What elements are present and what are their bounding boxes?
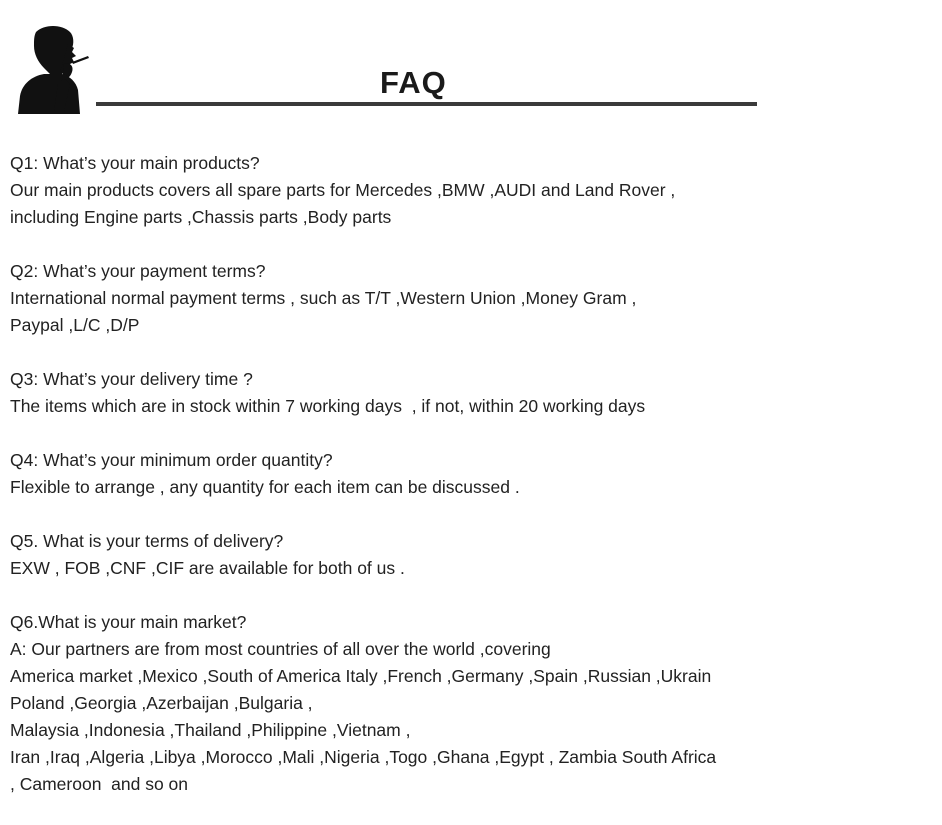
faq-item-q5 [10, 528, 930, 582]
page-title: FAQ [380, 65, 447, 100]
answer-line: including Engine parts ,Chassis parts ,Body parts [10, 207, 392, 227]
answer-line: America market ,Mexico ,South of America Italy ,French ,Germany ,Spain ,Russian ,Ukrain [10, 666, 712, 686]
answer-line: A: Our partners are from most countries of all over the world ,covering [10, 639, 551, 659]
question: Q2: What’s your payment terms? [10, 261, 266, 281]
answer-line: International normal payment terms , such as T/T ,Western Union ,Money Gram , [10, 288, 637, 308]
question: Q6.What is your main market? [10, 612, 247, 632]
question: Q5. What is your terms of delivery? [10, 531, 284, 551]
answer-line: Malaysia ,Indonesia ,Thailand ,Philippine ,Vietnam , [10, 720, 411, 740]
question: Q1: What’s your main products? [10, 153, 260, 173]
man-smoking-pipe-silhouette-icon [14, 24, 94, 114]
faq-item-q2 [10, 258, 930, 339]
faq-header [0, 0, 942, 120]
question: Q3: What’s your delivery time ? [10, 369, 253, 389]
answer-line: Paypal ,L/C ,D/P [10, 315, 140, 335]
answer-line: Iran ,Iraq ,Algeria ,Libya ,Morocco ,Mali ,Nigeria ,Togo ,Ghana ,Egypt , Zambia South Africa [10, 747, 717, 767]
faq-item-q6 [10, 609, 930, 798]
faq-item-q1 [10, 150, 930, 231]
faq-list [10, 150, 930, 825]
faq-item-q4 [10, 447, 930, 501]
answer-line: , Cameroon and so on [10, 774, 189, 794]
answer-line: Our main products covers all spare parts for Mercedes ,BMW ,AUDI and Land Rover , [10, 180, 676, 200]
title-underline [96, 102, 757, 106]
question: Q4: What’s your minimum order quantity? [10, 450, 333, 470]
faq-item-q3 [10, 366, 930, 420]
answer-line: Flexible to arrange , any quantity for each item can be discussed . [10, 477, 520, 497]
answer-line: Poland ,Georgia ,Azerbaijan ,Bulgaria , [10, 693, 313, 713]
answer-line: EXW , FOB ,CNF ,CIF are available for both of us . [10, 558, 405, 578]
answer-line: The items which are in stock within 7 working days , if not, within 20 working days [10, 396, 646, 416]
